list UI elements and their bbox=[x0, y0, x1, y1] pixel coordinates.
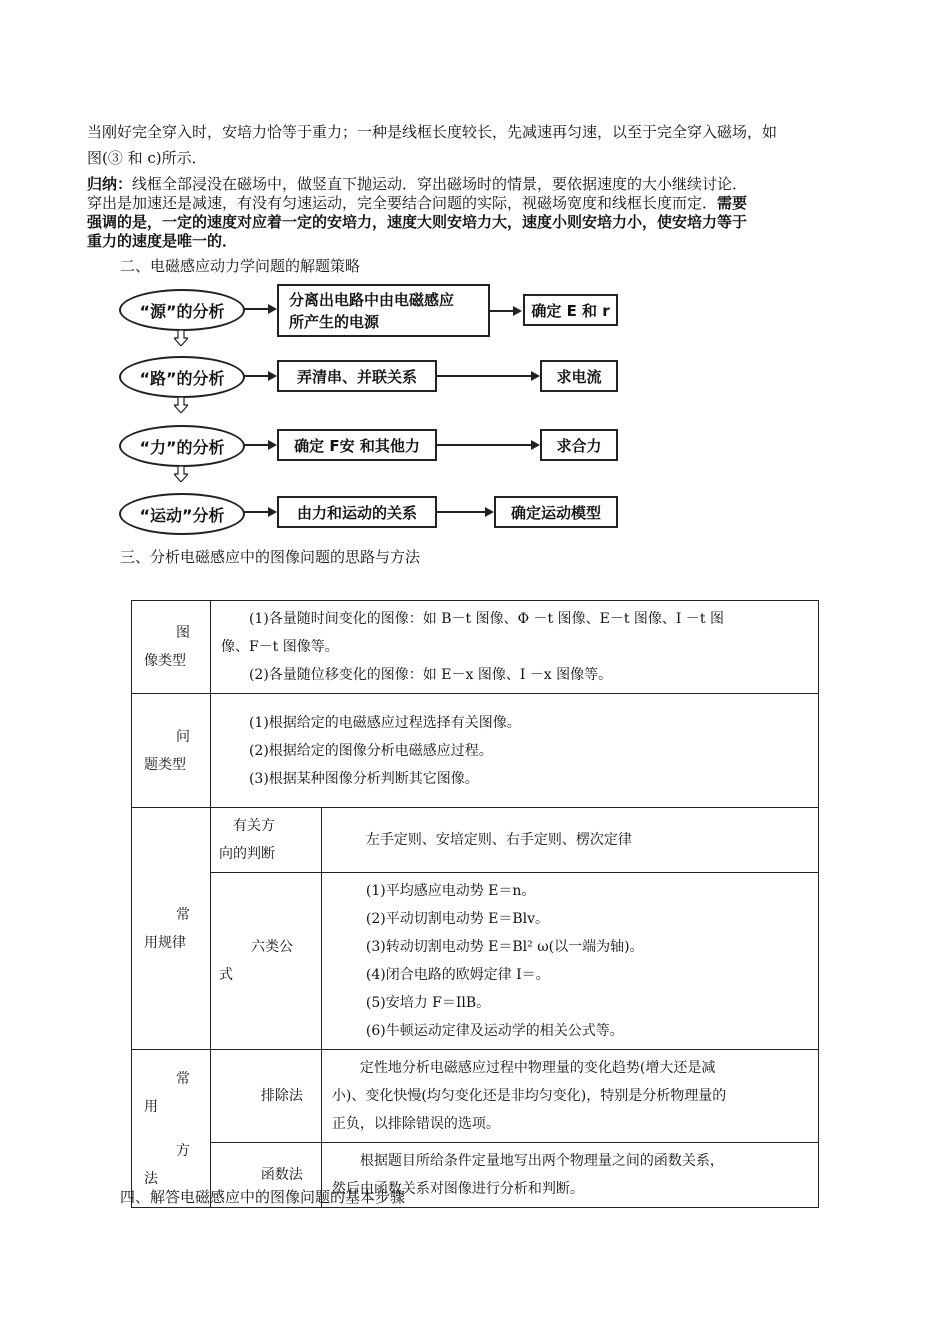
table-row bbox=[132, 694, 819, 808]
methods-table bbox=[131, 600, 819, 1208]
category-label: 问 bbox=[176, 728, 190, 745]
subcategory-label: 排除法 bbox=[260, 1088, 303, 1104]
formula-line: (4)闭合电路的欧姆定律 I＝。 bbox=[365, 967, 550, 983]
arrow-right-icon bbox=[268, 371, 277, 381]
arrow-right-icon bbox=[268, 440, 277, 450]
connector-line bbox=[437, 375, 532, 377]
formula-line: (5)安培力 F＝IlB。 bbox=[365, 995, 491, 1011]
box-net-force: 求合力 bbox=[540, 429, 618, 461]
summary-line-2: 穿出是加速还是减速，有没有匀速运动，完全要结合问题的实际，视磁场宽度和线框长度而定． bbox=[87, 194, 718, 212]
subcategory-label: 有关方 bbox=[232, 818, 275, 834]
table-text: (3)根据某种图像分析判断其它图像。 bbox=[248, 770, 479, 787]
arrow-down-icon bbox=[174, 397, 188, 413]
table-text: (1)各量随时间变化的图像：如 B－t 图像、Φ －t 图像、E－t 图像、I －t 图 bbox=[248, 611, 724, 627]
category-label: 图 bbox=[176, 625, 190, 641]
table-cell-content bbox=[210, 694, 818, 808]
subcategory-label: 六类公 bbox=[250, 939, 293, 955]
connector-line bbox=[437, 511, 486, 513]
section-3-heading: 三、分析电磁感应中的图像问题的思路与方法 bbox=[120, 548, 421, 566]
table-cell-category bbox=[132, 808, 211, 1050]
oval-force-analysis: “力”的分析 bbox=[119, 425, 245, 467]
box-force-motion-relation: 由力和运动的关系 bbox=[277, 496, 437, 528]
table-text: (1)根据给定的电磁感应过程选择有关图像。 bbox=[248, 714, 521, 731]
intro-line-2: 图(③ 和 c)所示． bbox=[87, 149, 207, 167]
box-motion-model: 确定运动模型 bbox=[494, 496, 618, 528]
arrow-down-icon bbox=[174, 330, 188, 346]
table-cell-content bbox=[321, 873, 818, 1050]
category-label: 方 bbox=[176, 1142, 190, 1159]
table-row bbox=[132, 1050, 819, 1143]
table-text: 根据题目所给条件定量地写出两个物理量之间的函数关系， bbox=[359, 1153, 724, 1169]
table-text: 小)、变化快慢(均匀变化还是非均匀变化)，特别是分析物理量的 bbox=[331, 1088, 727, 1104]
formula-line: (1)平均感应电动势 E＝n。 bbox=[365, 883, 536, 899]
section-4-heading: 四、解答电磁感应中的图像问题的基本步骤 bbox=[120, 1188, 406, 1206]
summary-line-1: 线框全部浸没在磁场中，做竖直下抛运动．穿出磁场时的情景，要依据速度的大小继续讨论． bbox=[132, 175, 748, 193]
connector-line bbox=[243, 444, 269, 446]
table-cell-content bbox=[210, 601, 818, 694]
category-label: 常 bbox=[176, 1070, 190, 1087]
subcategory-label: 向的判断 bbox=[218, 846, 275, 862]
subcategory-label: 函数法 bbox=[260, 1167, 303, 1183]
table-cell-category bbox=[132, 601, 211, 694]
summary-line-2-bold: 需要 bbox=[717, 194, 748, 212]
category-label: 像类型 bbox=[144, 653, 186, 669]
connector-line bbox=[243, 375, 269, 377]
arrow-down-icon bbox=[174, 466, 188, 482]
arrow-right-icon bbox=[531, 440, 540, 450]
table-cell-subcategory bbox=[210, 808, 321, 873]
table-text: (2)根据给定的图像分析电磁感应过程。 bbox=[248, 742, 493, 759]
oval-source-analysis: “源”的分析 bbox=[119, 289, 245, 331]
box-determine-ampere-force: 确定 F安 和其他力 bbox=[277, 429, 437, 461]
table-cell-content bbox=[321, 1050, 818, 1143]
table-text: 定性地分析电磁感应过程中物理量的变化趋势(增大还是减 bbox=[359, 1060, 716, 1076]
subcategory-label: 式 bbox=[218, 967, 233, 983]
connector-line bbox=[243, 511, 269, 513]
box-determine-e-r: 确定 E 和 r bbox=[523, 294, 618, 326]
table-cell-category bbox=[132, 1050, 211, 1208]
category-label: 用 bbox=[144, 1098, 158, 1115]
connector-line bbox=[490, 310, 514, 312]
oval-motion-analysis: “运动”分析 bbox=[119, 493, 245, 535]
section-2-heading: 二、电磁感应动力学问题的解题策略 bbox=[120, 257, 361, 275]
category-label: 常 bbox=[176, 906, 190, 923]
arrow-right-icon bbox=[268, 507, 277, 517]
table-text: 正负，以排除错误的选项。 bbox=[331, 1116, 500, 1132]
box-find-current: 求电流 bbox=[540, 360, 618, 392]
table-text: 左手定则、安培定则、右手定则、楞次定律 bbox=[365, 832, 632, 848]
table-cell-content bbox=[321, 808, 818, 873]
arrow-right-icon bbox=[531, 371, 540, 381]
summary-line-4: 重力的速度是唯一的． bbox=[87, 232, 238, 250]
table-row bbox=[132, 601, 819, 694]
box-separate-source: 分离出电路中由电磁感应 所产生的电源 bbox=[277, 284, 490, 337]
table-text: 然后由函数关系对图像进行分析和判断。 bbox=[331, 1181, 584, 1197]
formula-line: (6)牛顿运动定律及运动学的相关公式等。 bbox=[365, 1023, 624, 1039]
table-cell-subcategory bbox=[210, 1050, 321, 1143]
formula-line: (2)平动切割电动势 E＝Blv。 bbox=[365, 911, 550, 927]
category-label: 法 bbox=[144, 1170, 158, 1187]
arrow-right-icon bbox=[513, 306, 522, 316]
arrow-right-icon bbox=[485, 507, 494, 517]
category-label: 用规律 bbox=[144, 934, 186, 951]
connector-line bbox=[243, 308, 269, 310]
table-row bbox=[132, 808, 819, 873]
connector-line bbox=[437, 444, 532, 446]
arrow-right-icon bbox=[268, 304, 277, 314]
table-cell-subcategory bbox=[210, 873, 321, 1050]
intro-line-1: 当刚好完全穿入时，安培力恰等于重力；一种是线框长度较长，先减速再匀速，以至于完全穿入磁场，如 bbox=[87, 123, 778, 141]
summary-paragraph bbox=[87, 175, 877, 251]
intro-paragraph bbox=[87, 122, 867, 169]
table-text: 像、F－t 图像等。 bbox=[220, 639, 339, 655]
table-row bbox=[132, 873, 819, 1050]
summary-line-3: 强调的是，一定的速度对应着一定的安培力，速度大则安培力大，速度小则安培力小，使安培力等于 bbox=[87, 213, 748, 231]
formula-line: (3)转动切割电动势 E＝Bl² ω(以一端为轴)。 bbox=[365, 939, 644, 955]
category-label: 题类型 bbox=[144, 756, 186, 773]
box-series-parallel: 弄清串、并联关系 bbox=[277, 360, 437, 392]
oval-circuit-analysis: “路”的分析 bbox=[119, 356, 245, 398]
summary-label: 归纳： bbox=[87, 175, 133, 193]
table-cell-category bbox=[132, 694, 211, 808]
table-text: (2)各量随位移变化的图像：如 E－x 图像、I －x 图像等。 bbox=[248, 667, 613, 683]
